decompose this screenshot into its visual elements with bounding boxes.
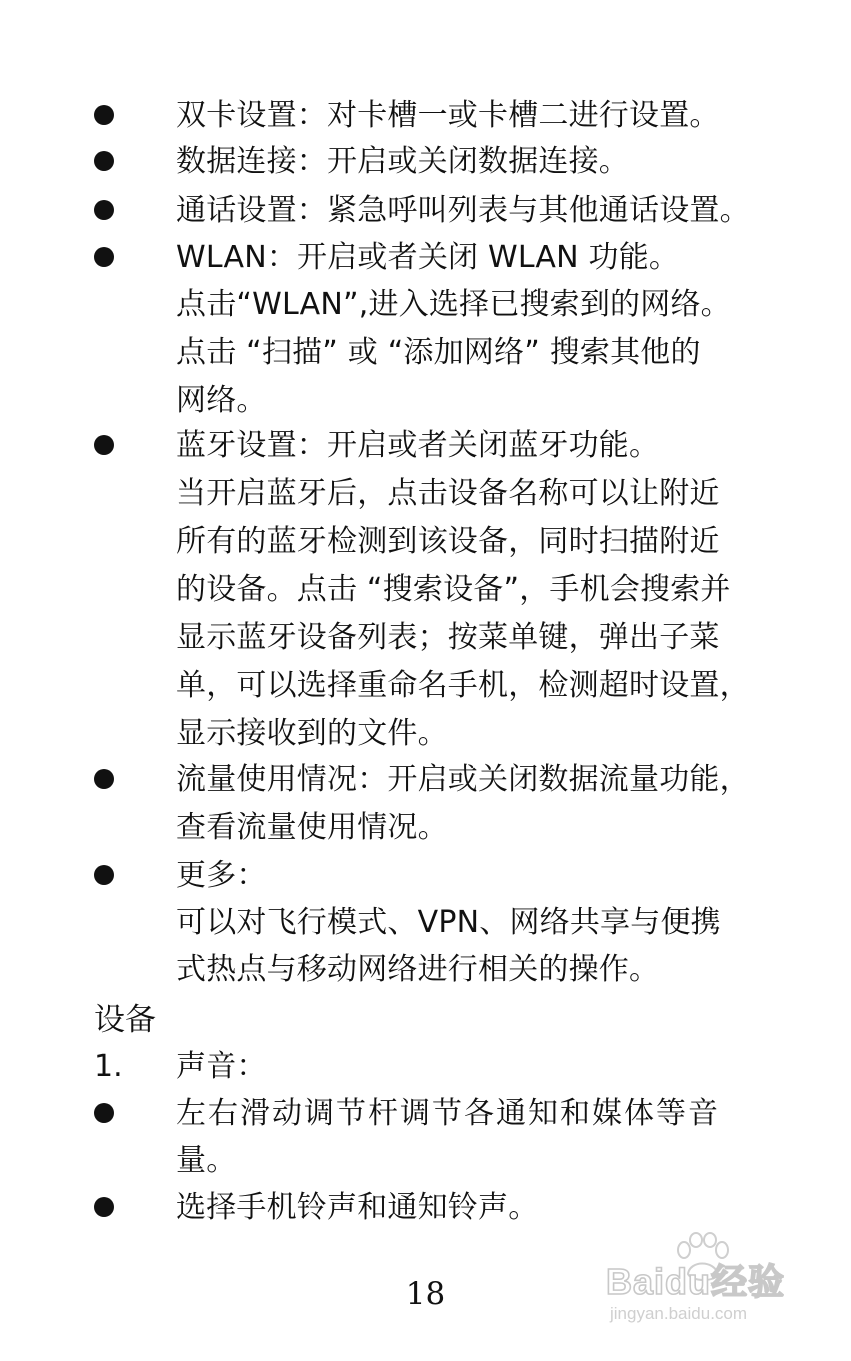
list-item-continuation bbox=[0, 377, 851, 425]
item-label: 声音： bbox=[176, 1049, 267, 1084]
list-item-continuation bbox=[0, 566, 851, 614]
list-item-text: 当开启蓝牙后，点击设备名称可以让附近 bbox=[176, 476, 720, 511]
list-item-text: 显示接收到的文件。 bbox=[176, 716, 448, 751]
list-item-text: 更多： bbox=[176, 858, 267, 893]
section-heading bbox=[0, 996, 851, 1044]
list-item bbox=[0, 852, 851, 900]
list-item-continuation bbox=[0, 470, 851, 518]
list-item-text: 网络。 bbox=[176, 383, 267, 418]
list-item-text: 单，可以选择重命名手机，检测超时设置， bbox=[176, 668, 750, 703]
list-item-text: 式热点与移动网络进行相关的操作。 bbox=[176, 952, 660, 987]
list-item-continuation bbox=[0, 518, 851, 566]
list-item-continuation bbox=[0, 946, 851, 994]
list-item-text: 量。 bbox=[176, 1143, 237, 1178]
list-item bbox=[0, 138, 851, 186]
bullet-icon bbox=[94, 200, 114, 220]
list-item-text: 左右滑动调节杆调节各通知和媒体等音 bbox=[176, 1096, 720, 1131]
list-item-text: 蓝牙设置：开启或者关闭蓝牙功能。 bbox=[176, 428, 660, 463]
watermark-url: jingyan.baidu.com bbox=[610, 1304, 748, 1323]
list-item-text: 所有的蓝牙检测到该设备，同时扫描附近 bbox=[176, 524, 720, 559]
list-item-continuation bbox=[0, 710, 851, 758]
bullet-icon bbox=[94, 247, 114, 267]
list-item-text: 选择手机铃声和通知铃声。 bbox=[176, 1190, 539, 1225]
list-item bbox=[0, 756, 851, 804]
bullet-icon bbox=[94, 769, 114, 789]
list-item-text: 数据连接：开启或关闭数据连接。 bbox=[176, 144, 629, 179]
list-item-continuation bbox=[0, 899, 851, 947]
page-number: 18 bbox=[405, 1276, 446, 1312]
list-item-text: 点击“WLAN”,进入选择已搜索到的网络。 bbox=[176, 287, 731, 322]
list-item-continuation bbox=[0, 1137, 851, 1185]
list-item bbox=[0, 1184, 851, 1232]
item-number: 1. bbox=[94, 1049, 123, 1084]
bullet-icon bbox=[94, 1103, 114, 1123]
list-item-text: 可以对飞行模式、VPN、网络共享与便携 bbox=[176, 905, 721, 940]
list-item-text: 显示蓝牙设备列表；按菜单键，弹出子菜 bbox=[176, 620, 720, 655]
list-item-continuation bbox=[0, 614, 851, 662]
list-item-text: 通话设置：紧急呼叫列表与其他通话设置。 bbox=[176, 193, 750, 228]
list-item-continuation bbox=[0, 662, 851, 710]
list-item bbox=[0, 1090, 851, 1138]
section-heading-text: 设备 bbox=[94, 1002, 156, 1038]
list-item-continuation bbox=[0, 281, 851, 329]
list-item-continuation bbox=[0, 329, 851, 377]
bullet-icon bbox=[94, 151, 114, 171]
list-item-text: 的设备。点击 “搜索设备”，手机会搜索并 bbox=[176, 572, 731, 607]
list-item-text: 查看流量使用情况。 bbox=[176, 810, 448, 845]
watermark-brand: Baidu经验 bbox=[606, 1261, 786, 1302]
bullet-icon bbox=[94, 865, 114, 885]
list-item-text: 流量使用情况：开启或关闭数据流量功能， bbox=[176, 762, 750, 797]
list-item bbox=[0, 234, 851, 282]
bullet-icon bbox=[94, 1197, 114, 1217]
numbered-item bbox=[0, 1043, 851, 1091]
bullet-icon bbox=[94, 435, 114, 455]
list-item bbox=[0, 92, 851, 140]
list-item-text: 双卡设置：对卡槽一或卡槽二进行设置。 bbox=[176, 98, 720, 133]
list-item-text: WLAN：开启或者关闭 WLAN 功能。 bbox=[176, 240, 680, 275]
baidu-watermark bbox=[600, 1232, 810, 1342]
list-item bbox=[0, 422, 851, 470]
bullet-icon bbox=[94, 105, 114, 125]
list-item-text: 点击 “扫描” 或 “添加网络” 搜索其他的 bbox=[176, 335, 701, 370]
list-item bbox=[0, 187, 851, 235]
list-item-continuation bbox=[0, 804, 851, 852]
